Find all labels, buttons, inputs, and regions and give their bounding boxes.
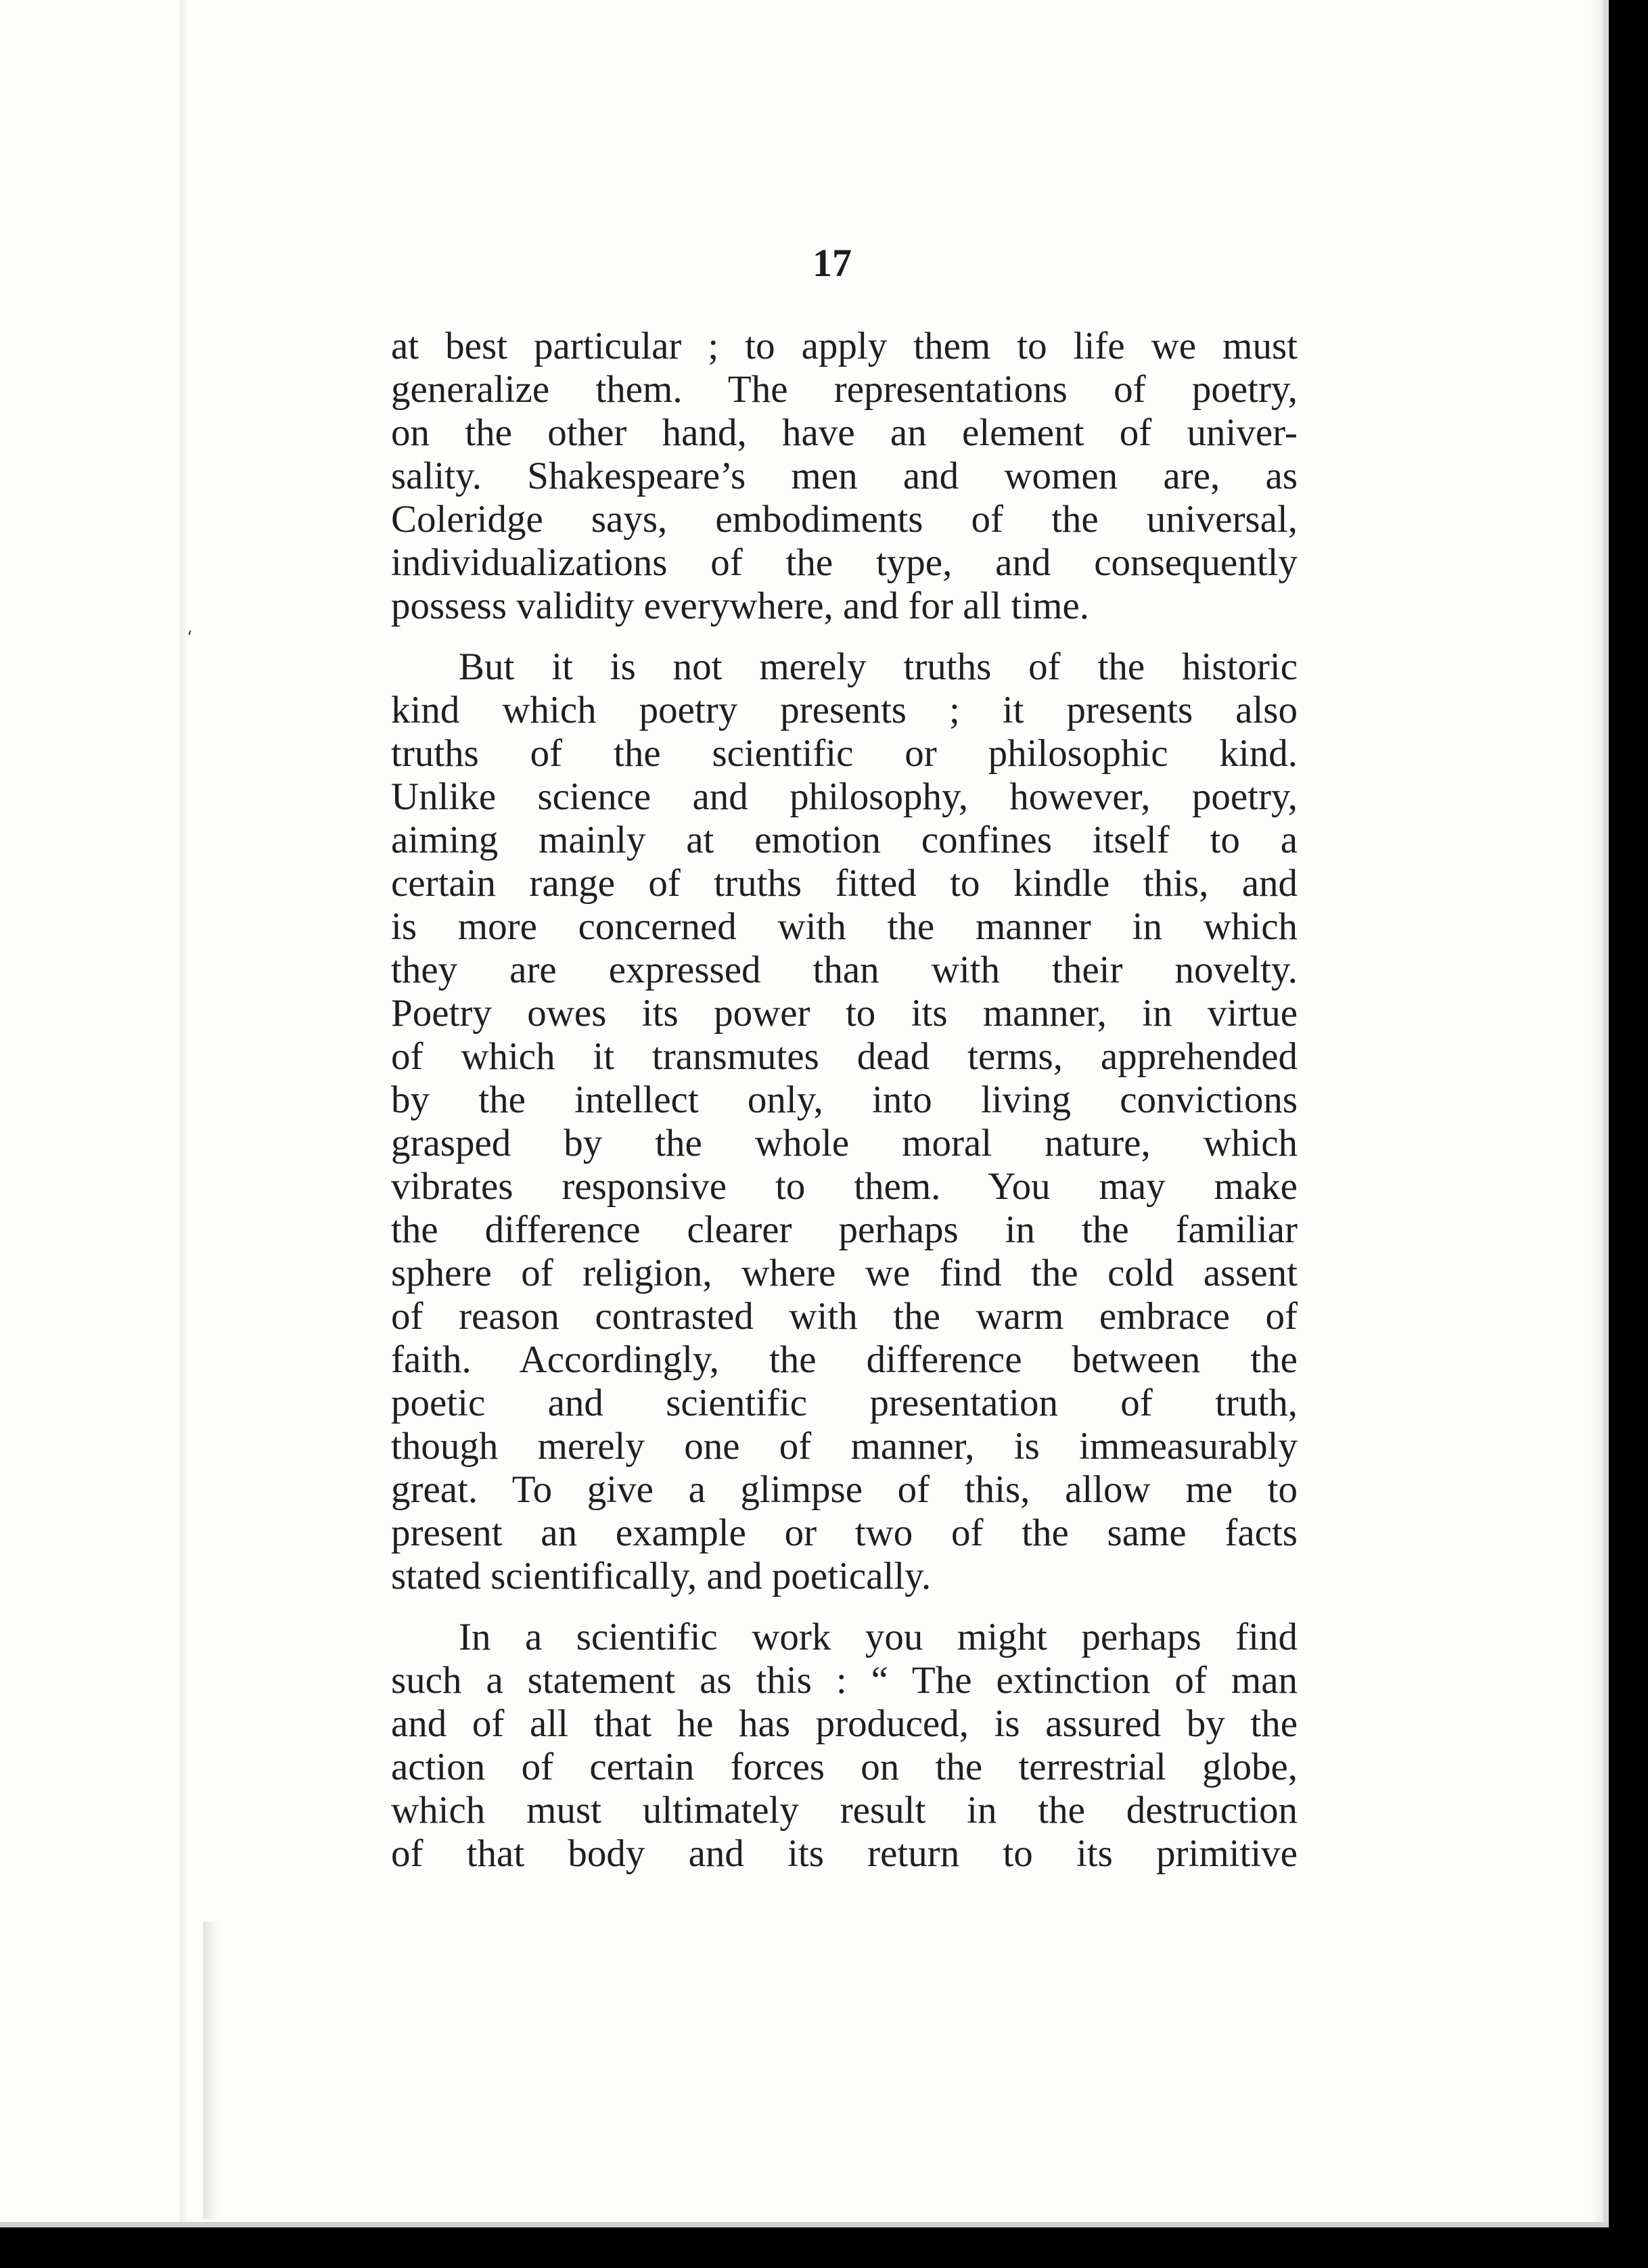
page-right-fold — [1590, 0, 1603, 2227]
text-line: though merely one of manner, is immeasurably — [391, 1425, 1298, 1468]
text-line: they are expressed than with their novelty. — [391, 949, 1298, 991]
text-line: Coleridge says, embodiments of the universal, — [391, 498, 1298, 541]
text-line: But it is not merely truths of the historic — [459, 645, 1298, 688]
text-line: of reason contrasted with the warm embrace of — [391, 1295, 1298, 1338]
text-line: great. To give a glimpse of this, allow me to — [391, 1468, 1298, 1511]
text-line: the difference clearer perhaps in the familiar — [391, 1208, 1298, 1251]
text-line: aiming mainly at emotion confines itself to a — [391, 819, 1298, 861]
text-line: Unlike science and philosophy, however, poetry, — [391, 775, 1298, 818]
paragraph — [391, 645, 1298, 1598]
text-line: faith. Accordingly, the difference between the — [391, 1338, 1298, 1381]
page-gutter — [180, 0, 187, 2227]
text-line: poetic and scientific presentation of truth, — [391, 1382, 1298, 1424]
text-line: certain range of truths fitted to kindle this, and — [391, 862, 1298, 905]
text-line: vibrates responsive to them. You may make — [391, 1165, 1298, 1208]
body-text — [391, 325, 1298, 1876]
page-bottom-edge — [0, 2222, 1609, 2227]
text-line: and of all that he has produced, is assured by the — [391, 1702, 1298, 1745]
text-line: grasped by the whole moral nature, which — [391, 1122, 1298, 1164]
text-line: truths of the scientific or philosophic kind. — [391, 732, 1298, 775]
text-line: present an example or two of the same facts — [391, 1512, 1298, 1554]
page-number: 17 — [812, 241, 852, 285]
gutter-shadow — [203, 1922, 221, 2219]
text-line: possess validity everywhere, and for all time. — [391, 585, 1090, 627]
text-line: is more concerned with the manner in which — [391, 905, 1298, 948]
text-line: by the intellect only, into living convictions — [391, 1079, 1298, 1121]
text-line: such a statement as this : “ The extinction of man — [391, 1659, 1298, 1702]
text-line: on the other hand, have an element of univer- — [391, 411, 1298, 454]
page-right-edge — [1603, 0, 1609, 2227]
text-line: which must ultimately result in the destruction — [391, 1789, 1298, 1832]
text-line: of that body and its return to its primitive — [391, 1832, 1298, 1875]
text-line: generalize them. The representations of poetry, — [391, 368, 1298, 411]
paragraph — [391, 325, 1298, 628]
text-line: sphere of religion, where we find the cold assent — [391, 1252, 1298, 1294]
margin-mark: ‘ — [187, 628, 193, 648]
text-line: Poetry owes its power to its manner, in virtue — [391, 992, 1298, 1035]
text-line: at best particular ; to apply them to life we must — [391, 325, 1298, 367]
text-line: action of certain forces on the terrestrial globe, — [391, 1746, 1298, 1788]
text-line: of which it transmutes dead terms, apprehended — [391, 1035, 1298, 1078]
text-line: individualizations of the type, and consequently — [391, 541, 1298, 584]
text-line: In a scientific work you might perhaps find — [459, 1616, 1298, 1658]
text-line: stated scientifically, and poetically. — [391, 1555, 932, 1597]
text-line: sality. Shakespeare’s men and women are, as — [391, 455, 1298, 497]
text-line: kind which poetry presents ; it presents also — [391, 689, 1298, 731]
paragraph — [391, 1616, 1298, 1876]
